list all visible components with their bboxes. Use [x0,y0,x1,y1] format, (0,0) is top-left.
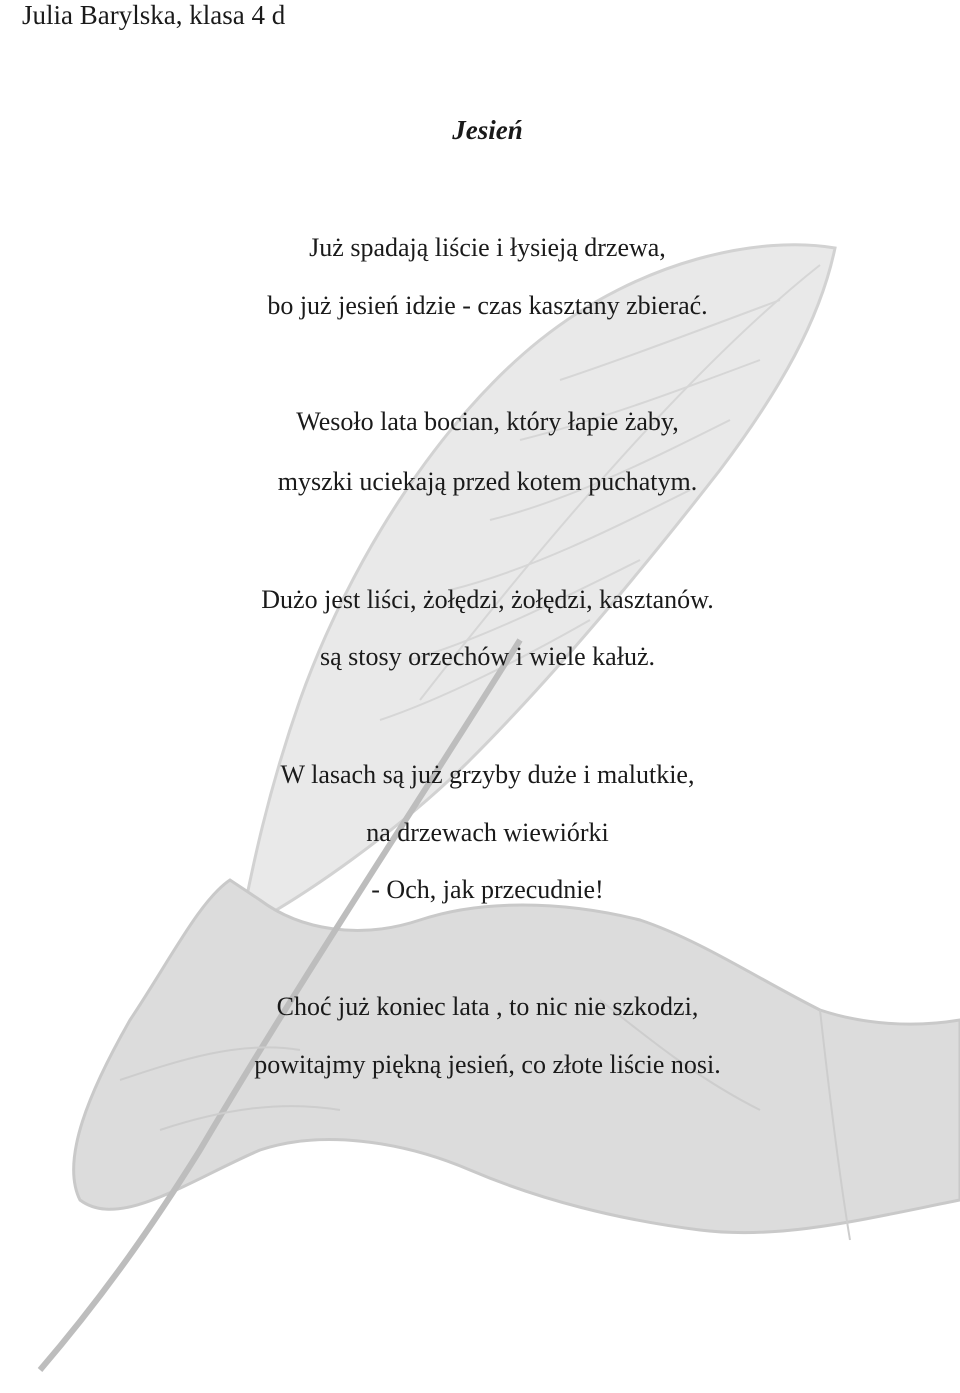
author-line: Julia Barylska, klasa 4 d [22,0,286,30]
poem-line: bo już jesień idzie - czas kasztany zbierać. [267,291,708,320]
poem-line: są stosy orzechów i wiele kałuż. [319,642,655,671]
poem-line: Już spadają liście i łysieją drzewa, [309,233,666,262]
poem-line: Dużo jest liści, żołędzi, żołędzi, kasztanów. [261,585,714,614]
poem-line: na drzewach wiewiórki [366,818,609,847]
poem-line: myszki uciekają przed kotem puchatym. [277,467,698,496]
poem-line: Wesoło lata bocian, który łapie żaby, [296,407,679,436]
poem-line: powitajmy piękną jesień, co złote liście nosi. [254,1050,721,1079]
poem-line: - Och, jak przecudnie! [371,875,604,904]
poem-title: Jesień [452,115,523,145]
poem-line: W lasach są już grzyby duże i malutkie, [280,760,695,789]
poem-line: Choć już koniec lata , to nic nie szkodzi, [276,992,699,1021]
